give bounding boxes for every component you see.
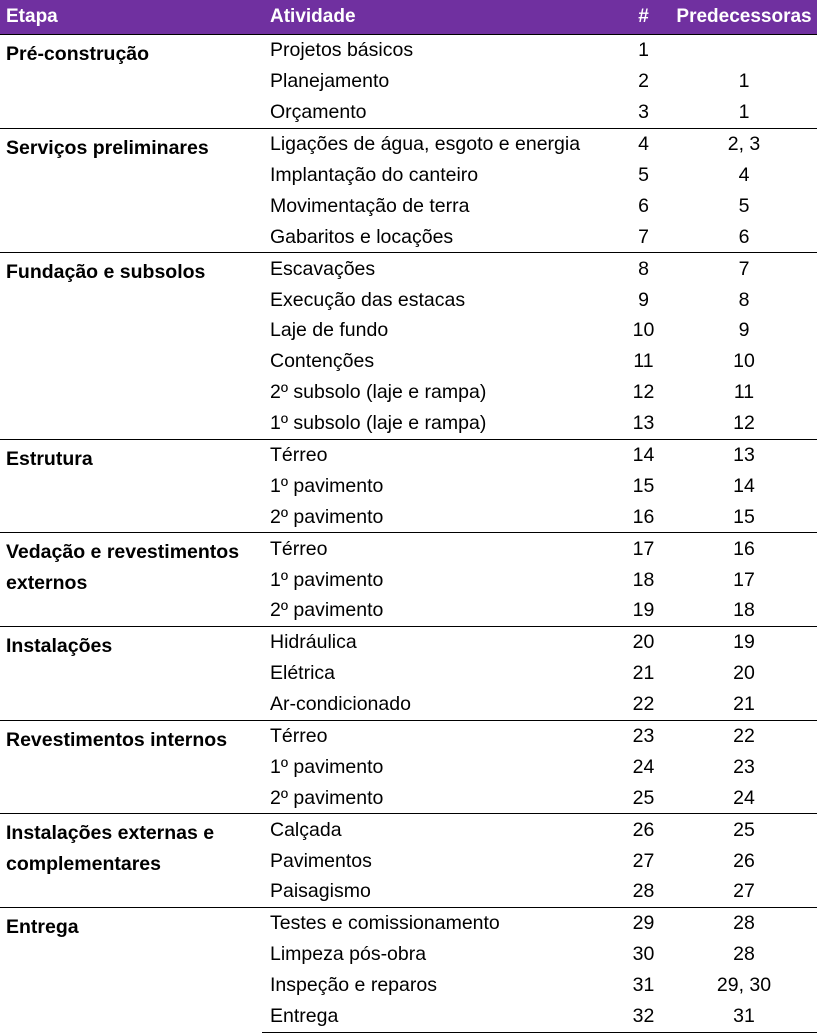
atividade-cell: Térreo [262, 533, 610, 564]
predecessoras-cell: 31 [665, 1001, 817, 1032]
number-cell: 15 [632, 474, 655, 497]
predecessoras-cell: 6 [738, 225, 750, 248]
predecessoras-cell: 17 [733, 568, 755, 591]
number-cell: 16 [632, 505, 655, 528]
header-atividade: Atividade [262, 0, 610, 35]
etapa-cell: Entrega [0, 907, 262, 1032]
atividade-cell: Ar-condicionado [270, 693, 411, 716]
atividade-cell: Testes e comissionamento [262, 907, 610, 938]
etapa-cell: Fundação e subsolos [0, 253, 262, 439]
number-cell: 28 [632, 880, 655, 903]
number-cell: 2 [638, 70, 649, 93]
number-cell: 24 [632, 755, 655, 778]
atividade-cell: Gabaritos e locações [270, 225, 454, 248]
header-predecessoras: Predecessoras [665, 0, 817, 35]
atividade-cell: Inspeção e reparos [270, 974, 437, 997]
predecessoras-cell: 21 [733, 693, 755, 716]
predecessoras-cell: 5 [738, 194, 750, 217]
predecessoras-cell: 27 [733, 880, 755, 903]
predecessoras-cell: 13 [665, 439, 817, 470]
predecessoras-cell: 8 [738, 288, 750, 311]
number-cell: 22 [632, 693, 655, 716]
atividade-cell: Projetos básicos [262, 35, 610, 66]
table-row [0, 253, 817, 284]
number-cell: 4 [610, 128, 665, 159]
number-cell: 18 [632, 568, 655, 591]
atividade-cell: Ligações de água, esgoto e energia [262, 128, 610, 159]
number-cell: 8 [610, 253, 665, 284]
number-cell: 14 [610, 439, 665, 470]
etapa-cell: Serviços preliminares [0, 128, 262, 253]
predecessoras-cell: 24 [733, 786, 755, 809]
atividade-cell: Calçada [262, 814, 610, 845]
predecessoras-cell: 23 [733, 755, 755, 778]
predecessoras-cell: 28 [733, 943, 755, 966]
number-cell: 5 [638, 164, 649, 186]
atividade-cell: Execução das estacas [270, 288, 466, 311]
predecessoras-cell: 19 [665, 626, 817, 657]
number-cell: 17 [610, 533, 665, 564]
atividade-cell: 1º subsolo (laje e rampa) [270, 412, 487, 435]
number-cell: 31 [632, 974, 655, 997]
table-row [0, 626, 817, 657]
table-row [0, 533, 817, 564]
atividade-cell: Planejamento [270, 70, 390, 93]
predecessoras-cell: 25 [665, 814, 817, 845]
predecessoras-cell: 1 [738, 101, 750, 124]
predecessoras-cell: 4 [738, 164, 750, 186]
predecessoras-cell [665, 35, 817, 66]
header-number: # [610, 0, 665, 35]
etapa-cell: Instalações [0, 626, 262, 720]
atividade-cell: Elétrica [270, 662, 336, 685]
predecessoras-cell: 14 [733, 474, 755, 497]
table-header [0, 0, 817, 35]
predecessoras-cell: 18 [733, 599, 755, 622]
number-cell: 25 [632, 786, 655, 809]
number-cell: 10 [632, 319, 655, 342]
predecessoras-cell: 7 [665, 253, 817, 284]
predecessoras-cell: 20 [733, 662, 755, 685]
atividade-cell: Escavações [262, 253, 610, 284]
predecessoras-cell: 29, 30 [716, 974, 772, 997]
table-row [0, 128, 817, 159]
atividade-cell: Orçamento [270, 101, 367, 124]
number-cell: 6 [638, 194, 649, 217]
etapa-cell: Revestimentos internos [0, 720, 262, 814]
table-row [0, 439, 817, 470]
atividade-cell: Hidráulica [262, 626, 610, 657]
predecessoras-cell: 28 [665, 907, 817, 938]
table-row [0, 35, 817, 66]
atividade-cell: Entrega [262, 1001, 610, 1032]
predecessoras-cell: 22 [665, 720, 817, 751]
atividade-cell: Térreo [262, 439, 610, 470]
number-cell: 12 [632, 381, 655, 404]
atividade-cell: 2º pavimento [270, 786, 384, 809]
table-row [0, 720, 817, 751]
number-cell: 21 [632, 662, 655, 685]
number-cell: 20 [610, 626, 665, 657]
predecessoras-cell: 1 [738, 70, 750, 93]
header-etapa: Etapa [0, 0, 262, 35]
table-row [0, 814, 817, 845]
atividade-cell: Laje de fundo [270, 319, 389, 342]
predecessoras-cell: 2, 3 [665, 128, 817, 159]
number-cell: 13 [632, 412, 655, 435]
predecessoras-cell: 10 [733, 350, 755, 373]
number-cell: 11 [633, 350, 654, 373]
predecessoras-cell: 9 [738, 319, 750, 342]
atividade-cell: 2º pavimento [270, 505, 384, 528]
atividade-cell: 1º pavimento [270, 474, 384, 497]
predecessoras-cell: 11 [733, 381, 755, 404]
predecessoras-cell: 16 [665, 533, 817, 564]
number-cell: 7 [638, 225, 649, 248]
atividade-cell: 2º pavimento [270, 599, 384, 622]
number-cell: 1 [610, 35, 665, 66]
atividade-cell: 1º pavimento [270, 755, 384, 778]
etapa-cell: Instalações externas e complementares [0, 814, 262, 908]
predecessoras-cell: 26 [733, 849, 755, 872]
number-cell: 23 [610, 720, 665, 751]
atividade-cell: Paisagismo [270, 880, 371, 903]
atividade-cell: Implantação do canteiro [270, 164, 479, 186]
atividade-cell: 2º subsolo (laje e rampa) [270, 381, 487, 404]
number-cell: 32 [610, 1001, 665, 1032]
table-body [0, 35, 817, 1033]
atividade-cell: 1º pavimento [270, 568, 384, 591]
number-cell: 9 [638, 288, 649, 311]
etapa-cell: Pré-construção [0, 35, 262, 129]
number-cell: 3 [638, 101, 649, 124]
table-row [0, 907, 817, 938]
atividade-cell: Pavimentos [270, 849, 372, 872]
etapa-cell: Vedação e revestimentos externos [0, 533, 262, 627]
etapa-cell: Estrutura [0, 439, 262, 533]
number-cell: 27 [632, 849, 655, 872]
number-cell: 19 [632, 599, 655, 622]
header-row [0, 0, 817, 35]
atividade-cell: Movimentação de terra [270, 194, 470, 217]
number-cell: 29 [610, 907, 665, 938]
atividade-cell: Limpeza pós-obra [270, 943, 427, 966]
predecessoras-cell: 12 [733, 412, 755, 435]
predecessoras-cell: 15 [733, 505, 755, 528]
number-cell: 26 [610, 814, 665, 845]
atividade-cell: Contenções [270, 350, 375, 373]
atividade-cell: Térreo [262, 720, 610, 751]
number-cell: 30 [632, 943, 655, 966]
